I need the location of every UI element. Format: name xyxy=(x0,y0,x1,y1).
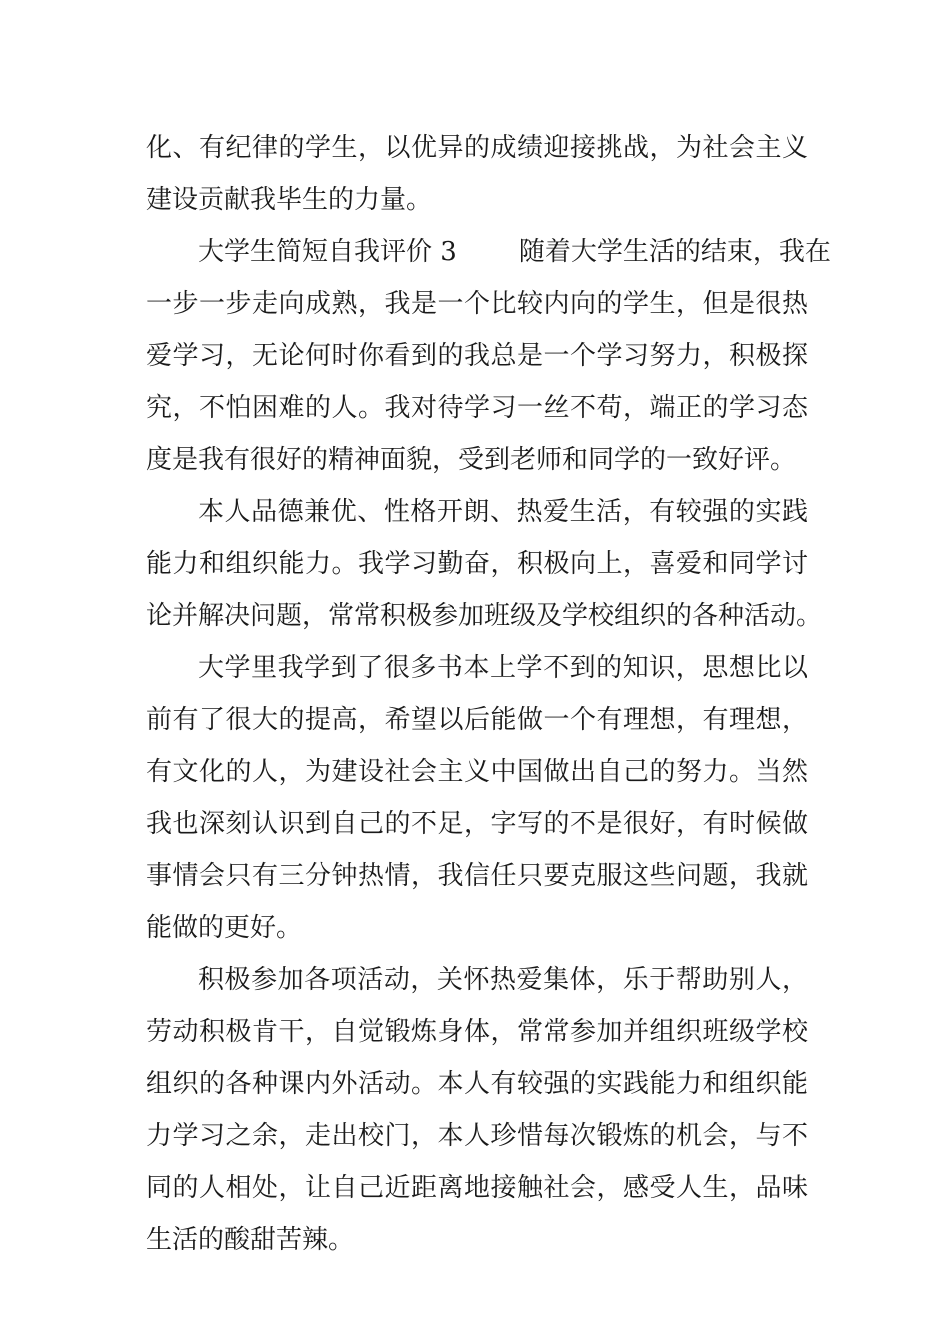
text-line: 积极参加各项活动，关怀热爱集体，乐于帮助别人， xyxy=(198,965,808,995)
text-line: 有文化的人，为建设社会主义中国做出自己的努力。当然 xyxy=(146,757,808,787)
paragraph xyxy=(146,226,831,486)
text-line: 事情会只有三分钟热情，我信任只要克服这些问题，我就 xyxy=(146,861,808,891)
text-line: 能力和组织能力。我学习勤奋，积极向上，喜爱和同学讨 xyxy=(146,549,808,579)
text-line: 度是我有很好的精神面貌，受到老师和同学的一致好评。 xyxy=(146,445,797,475)
text-line: 生活的酸甜苦辣。 xyxy=(146,1225,355,1255)
text-line: 同的人相处，让自己近距离地接触社会，感受人生，品味 xyxy=(146,1173,808,1203)
text-line: 究，不怕困难的人。我对待学习一丝不苟，端正的学习态 xyxy=(146,393,808,423)
text-line: 一步一步走向成熟，我是一个比较内向的学生，但是很热 xyxy=(146,289,808,319)
section-heading-line xyxy=(146,226,831,278)
document-body xyxy=(146,122,831,1266)
text-line: 化、有纪律的学生，以优异的成绩迎接挑战，为社会主义 xyxy=(146,133,808,163)
text-line: 力学习之余，走出校门，本人珍惜每次锻炼的机会，与不 xyxy=(146,1121,808,1151)
text-line: 我也深刻认识到自己的不足，字写的不是很好，有时候做 xyxy=(146,809,808,839)
text-line: 组织的各种课内外活动。本人有较强的实践能力和组织能 xyxy=(146,1069,808,1099)
section-heading: 大学生简短自我评价 3 xyxy=(198,237,457,267)
text-line: 前有了很大的提高，希望以后能做一个有理想，有理想， xyxy=(146,705,808,735)
text-line: 建设贡献我毕生的力量。 xyxy=(146,185,433,215)
paragraph xyxy=(146,486,823,642)
text-line: 本人品德兼优、性格开朗、热爱生活，有较强的实践 xyxy=(198,497,808,527)
paragraph xyxy=(146,122,808,226)
text-segment: 随着大学生活的结束，我在 xyxy=(518,237,831,267)
text-line: 论并解决问题，常常积极参加班级及学校组织的各种活动。 xyxy=(146,601,823,631)
paragraph xyxy=(146,642,808,954)
text-line: 爱学习，无论何时你看到的我总是一个学习努力，积极探 xyxy=(146,341,808,371)
text-line: 劳动积极肯干，自觉锻炼身体，常常参加并组织班级学校 xyxy=(146,1017,808,1047)
text-line: 大学里我学到了很多书本上学不到的知识，思想比以 xyxy=(198,653,808,683)
paragraph xyxy=(146,954,808,1266)
text-line: 能做的更好。 xyxy=(146,913,303,943)
